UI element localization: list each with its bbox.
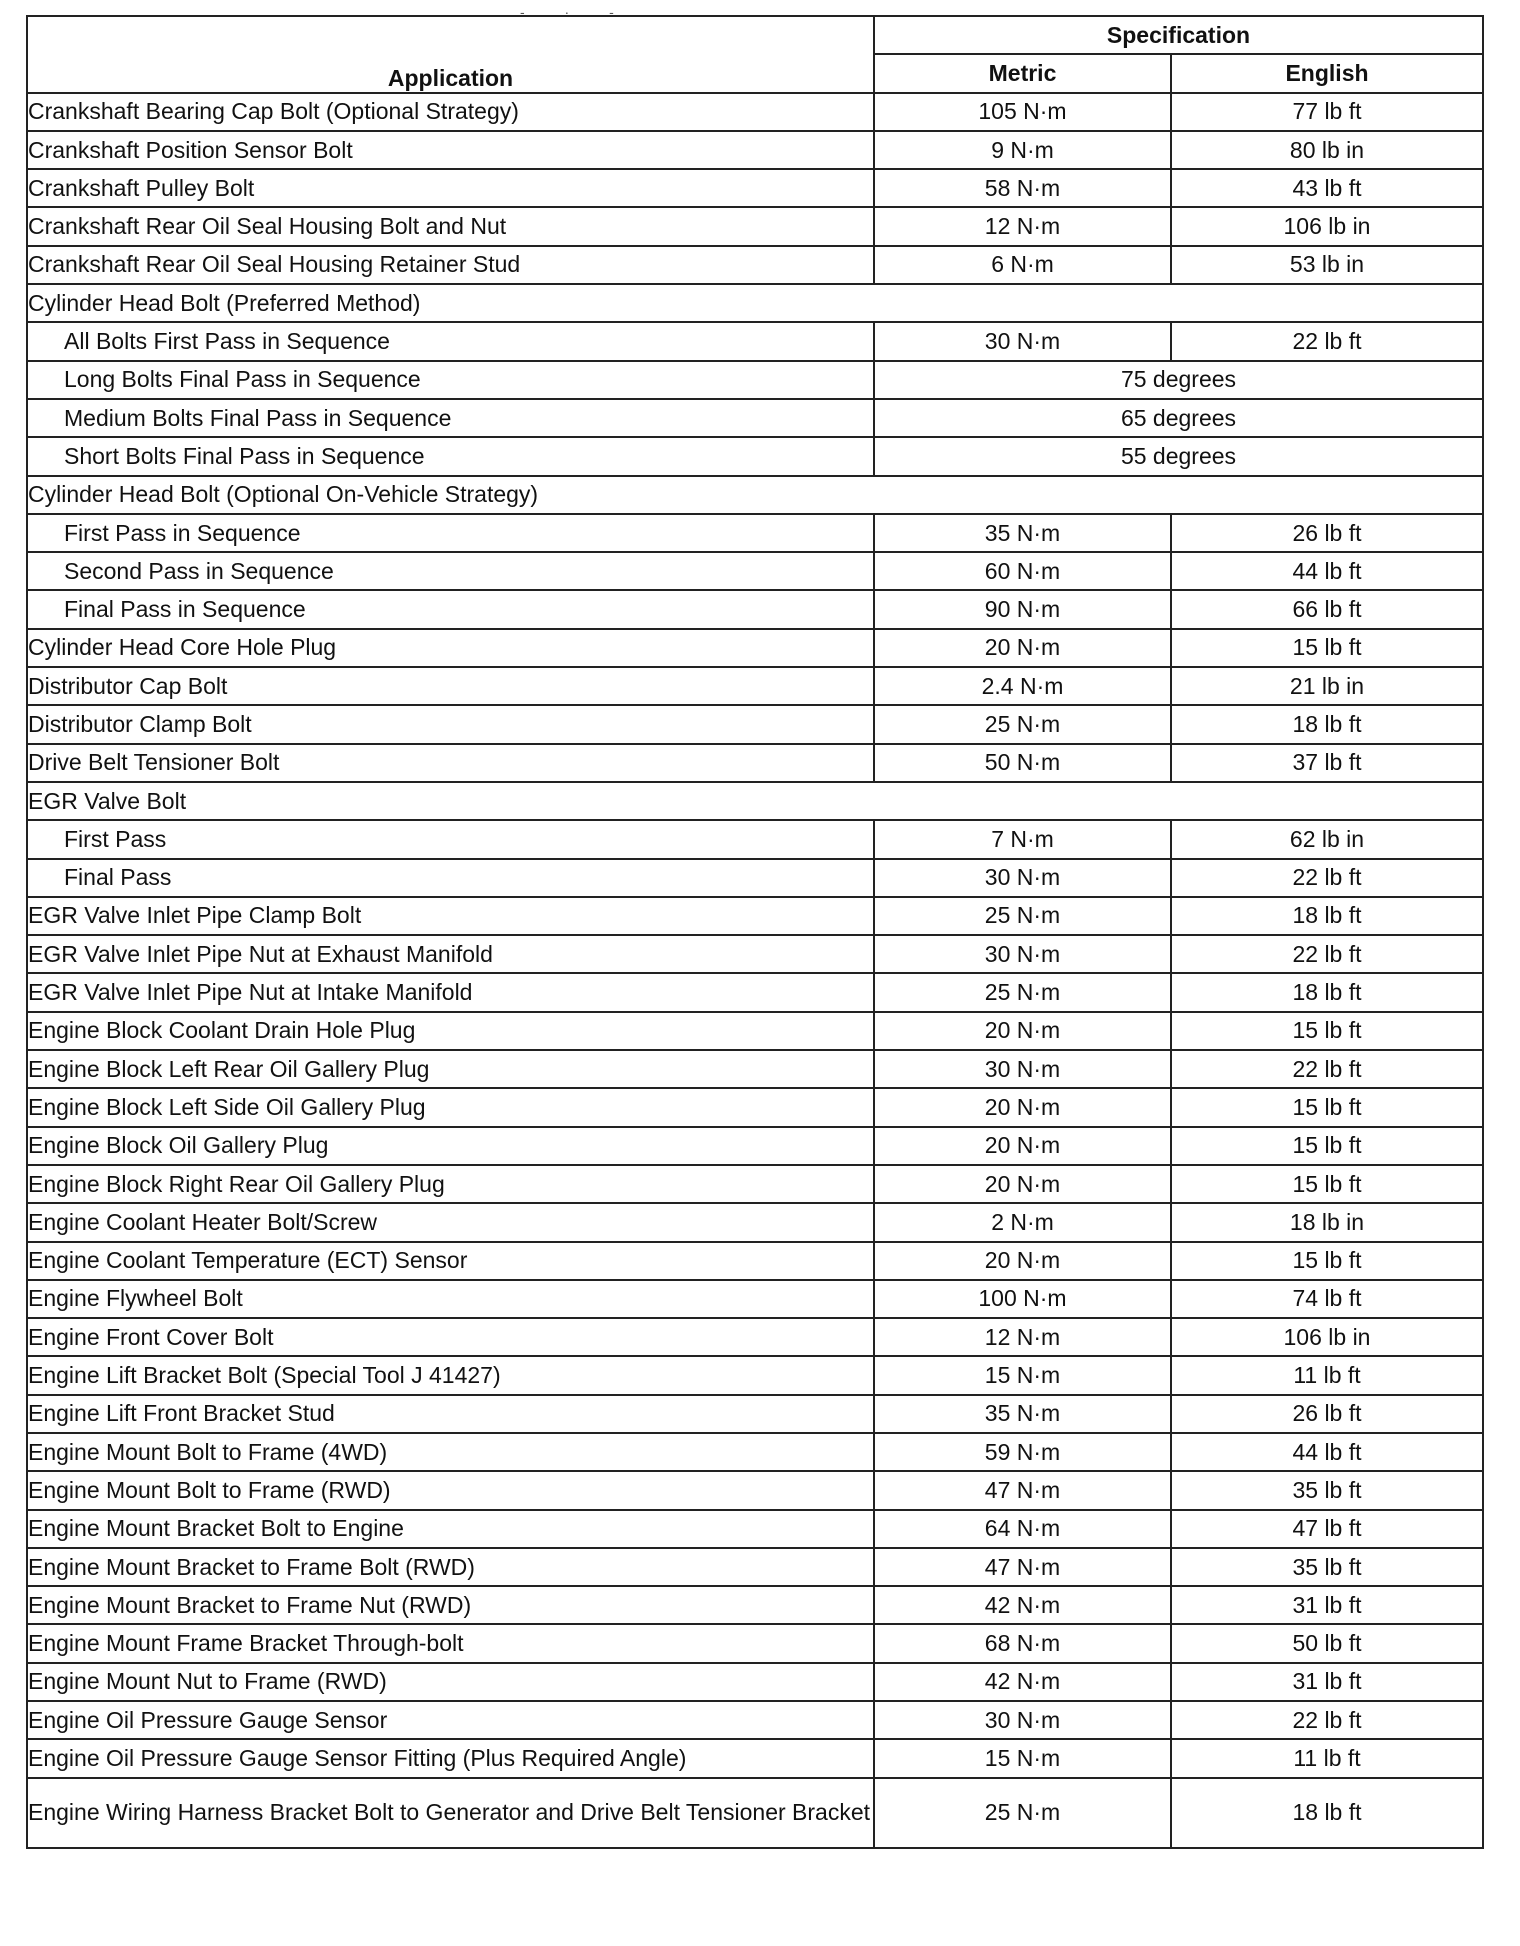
metric-value-cell: 100 N·m — [874, 1280, 1171, 1318]
application-cell: Engine Coolant Heater Bolt/Screw — [27, 1203, 874, 1241]
application-cell: First Pass in Sequence — [27, 514, 874, 552]
metric-value-cell: 35 N·m — [874, 514, 1171, 552]
table-row — [27, 514, 1483, 552]
english-value-cell: 18 lb ft — [1171, 705, 1483, 743]
table-row — [27, 1548, 1483, 1586]
table-row — [27, 169, 1483, 207]
table-row — [27, 1165, 1483, 1203]
english-value-cell: 18 lb ft — [1171, 897, 1483, 935]
application-cell: All Bolts First Pass in Sequence — [27, 322, 874, 360]
metric-value-cell: 68 N·m — [874, 1624, 1171, 1662]
english-value-cell: 15 lb ft — [1171, 1012, 1483, 1050]
table-row — [27, 93, 1483, 131]
angle-spec-cell: 55 degrees — [874, 437, 1483, 475]
metric-value-cell: 60 N·m — [874, 552, 1171, 590]
metric-value-cell: 30 N·m — [874, 859, 1171, 897]
table-row — [27, 1318, 1483, 1356]
metric-value-cell: 47 N·m — [874, 1548, 1171, 1586]
table-row — [27, 552, 1483, 590]
english-value-cell: 22 lb ft — [1171, 859, 1483, 897]
application-cell: First Pass — [27, 820, 874, 858]
table-row — [27, 629, 1483, 667]
application-cell: Cylinder Head Bolt (Preferred Method) — [27, 284, 1483, 322]
metric-value-cell: 105 N·m — [874, 93, 1171, 131]
english-value-cell: 22 lb ft — [1171, 1701, 1483, 1739]
english-value-cell: 22 lb ft — [1171, 935, 1483, 973]
table-group-row — [27, 476, 1483, 514]
metric-value-cell: 7 N·m — [874, 820, 1171, 858]
english-value-cell: 106 lb in — [1171, 1318, 1483, 1356]
table-row — [27, 1778, 1483, 1848]
english-value-cell: 77 lb ft — [1171, 93, 1483, 131]
application-cell: Cylinder Head Bolt (Optional On-Vehicle Strategy) — [27, 476, 1483, 514]
table-row — [27, 131, 1483, 169]
application-cell: Crankshaft Rear Oil Seal Housing Bolt and Nut — [27, 207, 874, 245]
application-cell: Short Bolts Final Pass in Sequence — [27, 437, 874, 475]
table-row — [27, 1510, 1483, 1548]
application-cell: Crankshaft Pulley Bolt — [27, 169, 874, 207]
table-row — [27, 399, 1483, 437]
application-cell: Engine Mount Bolt to Frame (RWD) — [27, 1471, 874, 1509]
english-value-cell: 15 lb ft — [1171, 1088, 1483, 1126]
table-row — [27, 1433, 1483, 1471]
metric-value-cell: 20 N·m — [874, 1242, 1171, 1280]
application-cell: Engine Block Left Rear Oil Gallery Plug — [27, 1050, 874, 1088]
application-cell: Distributor Cap Bolt — [27, 667, 874, 705]
table-row — [27, 897, 1483, 935]
table-group-row — [27, 284, 1483, 322]
english-value-cell: 80 lb in — [1171, 131, 1483, 169]
table-row — [27, 705, 1483, 743]
table-row — [27, 1356, 1483, 1394]
application-header: Application — [27, 16, 874, 93]
application-cell: Engine Coolant Temperature (ECT) Sensor — [27, 1242, 874, 1280]
metric-value-cell: 20 N·m — [874, 629, 1171, 667]
metric-value-cell: 12 N·m — [874, 1318, 1171, 1356]
application-cell: Engine Flywheel Bolt — [27, 1280, 874, 1318]
table-row — [27, 1586, 1483, 1624]
angle-spec-cell: 75 degrees — [874, 361, 1483, 399]
table-row — [27, 1088, 1483, 1126]
application-cell: Long Bolts Final Pass in Sequence — [27, 361, 874, 399]
english-value-cell: 35 lb ft — [1171, 1548, 1483, 1586]
english-value-cell: 62 lb in — [1171, 820, 1483, 858]
english-value-cell: 37 lb ft — [1171, 744, 1483, 782]
table-row — [27, 973, 1483, 1011]
application-cell: EGR Valve Inlet Pipe Clamp Bolt — [27, 897, 874, 935]
metric-value-cell: 47 N·m — [874, 1471, 1171, 1509]
table-row — [27, 820, 1483, 858]
table-row — [27, 590, 1483, 628]
application-cell: Engine Block Right Rear Oil Gallery Plug — [27, 1165, 874, 1203]
english-header: English — [1171, 54, 1483, 92]
english-value-cell: 31 lb ft — [1171, 1586, 1483, 1624]
english-value-cell: 22 lb ft — [1171, 1050, 1483, 1088]
metric-value-cell: 20 N·m — [874, 1012, 1171, 1050]
english-value-cell: 50 lb ft — [1171, 1624, 1483, 1662]
table-row — [27, 1012, 1483, 1050]
metric-value-cell: 25 N·m — [874, 897, 1171, 935]
application-cell: Final Pass in Sequence — [27, 590, 874, 628]
english-value-cell: 11 lb ft — [1171, 1739, 1483, 1777]
application-cell: Distributor Clamp Bolt — [27, 705, 874, 743]
table-row — [27, 667, 1483, 705]
english-value-cell: 26 lb ft — [1171, 514, 1483, 552]
table-row — [27, 1471, 1483, 1509]
application-cell: Engine Front Cover Bolt — [27, 1318, 874, 1356]
metric-value-cell: 58 N·m — [874, 169, 1171, 207]
application-cell: Engine Oil Pressure Gauge Sensor Fitting (Plus Required Angle) — [27, 1739, 874, 1777]
application-cell: Drive Belt Tensioner Bolt — [27, 744, 874, 782]
english-value-cell: 31 lb ft — [1171, 1663, 1483, 1701]
metric-value-cell: 25 N·m — [874, 973, 1171, 1011]
english-value-cell: 44 lb ft — [1171, 552, 1483, 590]
table-row — [27, 1203, 1483, 1241]
application-cell: Crankshaft Position Sensor Bolt — [27, 131, 874, 169]
metric-value-cell: 42 N·m — [874, 1663, 1171, 1701]
application-cell: Engine Oil Pressure Gauge Sensor — [27, 1701, 874, 1739]
application-cell: Engine Lift Front Bracket Stud — [27, 1395, 874, 1433]
table-row — [27, 1395, 1483, 1433]
application-cell: Engine Lift Bracket Bolt (Special Tool J 41427) — [27, 1356, 874, 1394]
metric-value-cell: 20 N·m — [874, 1165, 1171, 1203]
table-row — [27, 1663, 1483, 1701]
application-cell: Second Pass in Sequence — [27, 552, 874, 590]
table-body — [27, 93, 1483, 1848]
metric-value-cell: 30 N·m — [874, 1050, 1171, 1088]
metric-value-cell: 15 N·m — [874, 1356, 1171, 1394]
metric-value-cell: 50 N·m — [874, 744, 1171, 782]
metric-value-cell: 30 N·m — [874, 935, 1171, 973]
application-cell: Engine Mount Bracket Bolt to Engine — [27, 1510, 874, 1548]
angle-spec-cell: 65 degrees — [874, 399, 1483, 437]
application-cell: EGR Valve Inlet Pipe Nut at Exhaust Manifold — [27, 935, 874, 973]
table-group-row — [27, 782, 1483, 820]
metric-value-cell: 15 N·m — [874, 1739, 1171, 1777]
metric-value-cell: 35 N·m — [874, 1395, 1171, 1433]
english-value-cell: 44 lb ft — [1171, 1433, 1483, 1471]
application-cell: Crankshaft Rear Oil Seal Housing Retainer Stud — [27, 246, 874, 284]
table-row — [27, 1242, 1483, 1280]
application-cell: Cylinder Head Core Hole Plug — [27, 629, 874, 667]
metric-value-cell: 20 N·m — [874, 1127, 1171, 1165]
table-row — [27, 361, 1483, 399]
application-cell: Engine Block Left Side Oil Gallery Plug — [27, 1088, 874, 1126]
application-cell: Engine Mount Bolt to Frame (4WD) — [27, 1433, 874, 1471]
metric-header: Metric — [874, 54, 1171, 92]
metric-value-cell: 64 N·m — [874, 1510, 1171, 1548]
application-cell: Engine Block Oil Gallery Plug — [27, 1127, 874, 1165]
english-value-cell: 21 lb in — [1171, 667, 1483, 705]
table-row — [27, 859, 1483, 897]
torque-spec-table — [26, 15, 1484, 1849]
english-value-cell: 11 lb ft — [1171, 1356, 1483, 1394]
english-value-cell: 18 lb ft — [1171, 1778, 1483, 1848]
table-row — [27, 1739, 1483, 1777]
english-value-cell: 15 lb ft — [1171, 1165, 1483, 1203]
table-row — [27, 1280, 1483, 1318]
table-row — [27, 1624, 1483, 1662]
application-cell: Engine Wiring Harness Bracket Bolt to Generator and Drive Belt Tensioner Bracket — [27, 1778, 874, 1848]
english-value-cell: 43 lb ft — [1171, 169, 1483, 207]
specification-header: Specification — [874, 16, 1483, 54]
english-value-cell: 18 lb in — [1171, 1203, 1483, 1241]
table-row — [27, 744, 1483, 782]
english-value-cell: 74 lb ft — [1171, 1280, 1483, 1318]
table-row — [27, 207, 1483, 245]
metric-value-cell: 90 N·m — [874, 590, 1171, 628]
english-value-cell: 22 lb ft — [1171, 322, 1483, 360]
english-value-cell: 66 lb ft — [1171, 590, 1483, 628]
application-cell: Crankshaft Bearing Cap Bolt (Optional Strategy) — [27, 93, 874, 131]
application-cell: Engine Mount Bracket to Frame Bolt (RWD) — [27, 1548, 874, 1586]
metric-value-cell: 59 N·m — [874, 1433, 1171, 1471]
english-value-cell: 15 lb ft — [1171, 629, 1483, 667]
metric-value-cell: 30 N·m — [874, 1701, 1171, 1739]
metric-value-cell: 20 N·m — [874, 1088, 1171, 1126]
metric-value-cell: 42 N·m — [874, 1586, 1171, 1624]
metric-value-cell: 30 N·m — [874, 322, 1171, 360]
metric-value-cell: 9 N·m — [874, 131, 1171, 169]
table-row — [27, 1050, 1483, 1088]
table-row — [27, 935, 1483, 973]
english-value-cell: 15 lb ft — [1171, 1242, 1483, 1280]
table-row — [27, 1127, 1483, 1165]
application-cell: EGR Valve Inlet Pipe Nut at Intake Manifold — [27, 973, 874, 1011]
english-value-cell: 35 lb ft — [1171, 1471, 1483, 1509]
application-cell: EGR Valve Bolt — [27, 782, 1483, 820]
table-row — [27, 437, 1483, 475]
application-cell: Engine Mount Bracket to Frame Nut (RWD) — [27, 1586, 874, 1624]
metric-value-cell: 25 N·m — [874, 705, 1171, 743]
metric-value-cell: 12 N·m — [874, 207, 1171, 245]
table-row — [27, 246, 1483, 284]
table-row — [27, 322, 1483, 360]
english-value-cell: 47 lb ft — [1171, 1510, 1483, 1548]
english-value-cell: 15 lb ft — [1171, 1127, 1483, 1165]
scan-marks: - · - — [520, 4, 632, 20]
metric-value-cell: 6 N·m — [874, 246, 1171, 284]
english-value-cell: 53 lb in — [1171, 246, 1483, 284]
application-cell: Engine Mount Nut to Frame (RWD) — [27, 1663, 874, 1701]
metric-value-cell: 2 N·m — [874, 1203, 1171, 1241]
application-cell: Medium Bolts Final Pass in Sequence — [27, 399, 874, 437]
metric-value-cell: 2.4 N·m — [874, 667, 1171, 705]
application-cell: Final Pass — [27, 859, 874, 897]
english-value-cell: 26 lb ft — [1171, 1395, 1483, 1433]
metric-value-cell: 25 N·m — [874, 1778, 1171, 1848]
table-row — [27, 1701, 1483, 1739]
english-value-cell: 106 lb in — [1171, 207, 1483, 245]
english-value-cell: 18 lb ft — [1171, 973, 1483, 1011]
application-cell: Engine Block Coolant Drain Hole Plug — [27, 1012, 874, 1050]
application-cell: Engine Mount Frame Bracket Through-bolt — [27, 1624, 874, 1662]
